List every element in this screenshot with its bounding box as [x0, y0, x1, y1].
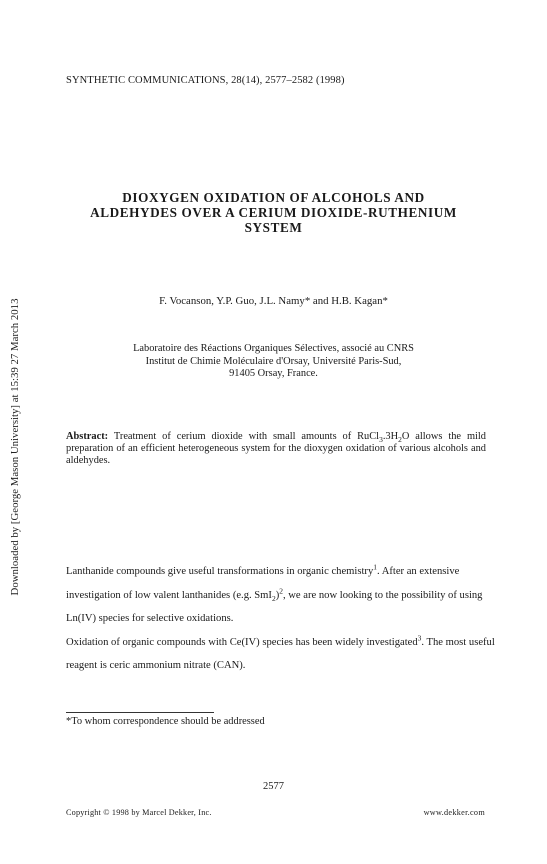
- copyright-notice: Copyright © 1998 by Marcel Dekker, Inc.: [66, 808, 212, 817]
- text-run: Lanthanide compounds give useful transformations in organic chemistry: [66, 566, 374, 577]
- body-paragraph: [66, 631, 496, 678]
- affiliation: [40, 343, 507, 381]
- body-text: [66, 560, 496, 678]
- body-paragraph: [66, 560, 496, 631]
- reference-mark: 2: [279, 585, 283, 595]
- publisher-url: www.dekker.com: [423, 808, 485, 817]
- download-note: Downloaded by [George Mason University] at 15:39 27 March 2013: [9, 298, 21, 596]
- affiliation-line: 91405 Orsay, France.: [229, 368, 318, 379]
- abstract-text: O allows the mild preparation of an efficient heterogeneous system for the dioxygen oxidation of various alcohols and aldehydes.: [66, 431, 487, 466]
- reference-mark: 1: [373, 562, 377, 572]
- footnote-divider: [66, 712, 214, 713]
- abstract-text: .3H: [382, 431, 399, 442]
- abstract-text: Treatment of cerium dioxide with small amounts of RuCl: [108, 431, 380, 442]
- footnote: *To whom correspondence should be addressed: [66, 716, 265, 727]
- abstract: [66, 431, 486, 467]
- subscript: 2: [398, 435, 402, 445]
- title-line: ALDEHYDES OVER A CERIUM DIOXIDE-RUTHENIUM: [90, 205, 457, 220]
- author-list: F. Vocanson, Y.P. Guo, J.L. Namy* and H.B. Kagan*: [159, 295, 388, 307]
- title-line: DIOXYGEN OXIDATION OF ALCOHOLS AND: [122, 190, 425, 205]
- page-number: 2577: [263, 781, 284, 792]
- abstract-label: Abstract:: [66, 431, 109, 442]
- subscript: 3: [379, 435, 383, 445]
- title-line: SYSTEM: [244, 220, 303, 235]
- text-run: . After an extensive investigation of low valent lanthanides (e.g. SmI: [66, 566, 460, 601]
- text-run: ): [275, 589, 280, 601]
- affiliation-line: Institut de Chimie Moléculaire d'Orsay, Université Paris-Sud,: [145, 355, 402, 367]
- article-title: [40, 190, 507, 235]
- text-run: , we are now looking to the possibility of using Ln(IV) species for selective oxidations.: [66, 589, 483, 624]
- subscript: 2: [271, 593, 276, 603]
- text-run: . The most useful reagent is ceric ammonium nitrate (CAN).: [66, 636, 495, 671]
- affiliation-line: Laboratoire des Réactions Organiques Sélectives, associé au CNRS: [133, 343, 414, 354]
- journal-citation: SYNTHETIC COMMUNICATIONS, 28(14), 2577–2582 (1998): [66, 75, 345, 86]
- download-watermark: [0, 0, 20, 864]
- text-run: Oxidation of organic compounds with Ce(IV) species has been widely investigated: [66, 636, 418, 648]
- reference-mark: 3: [417, 632, 422, 642]
